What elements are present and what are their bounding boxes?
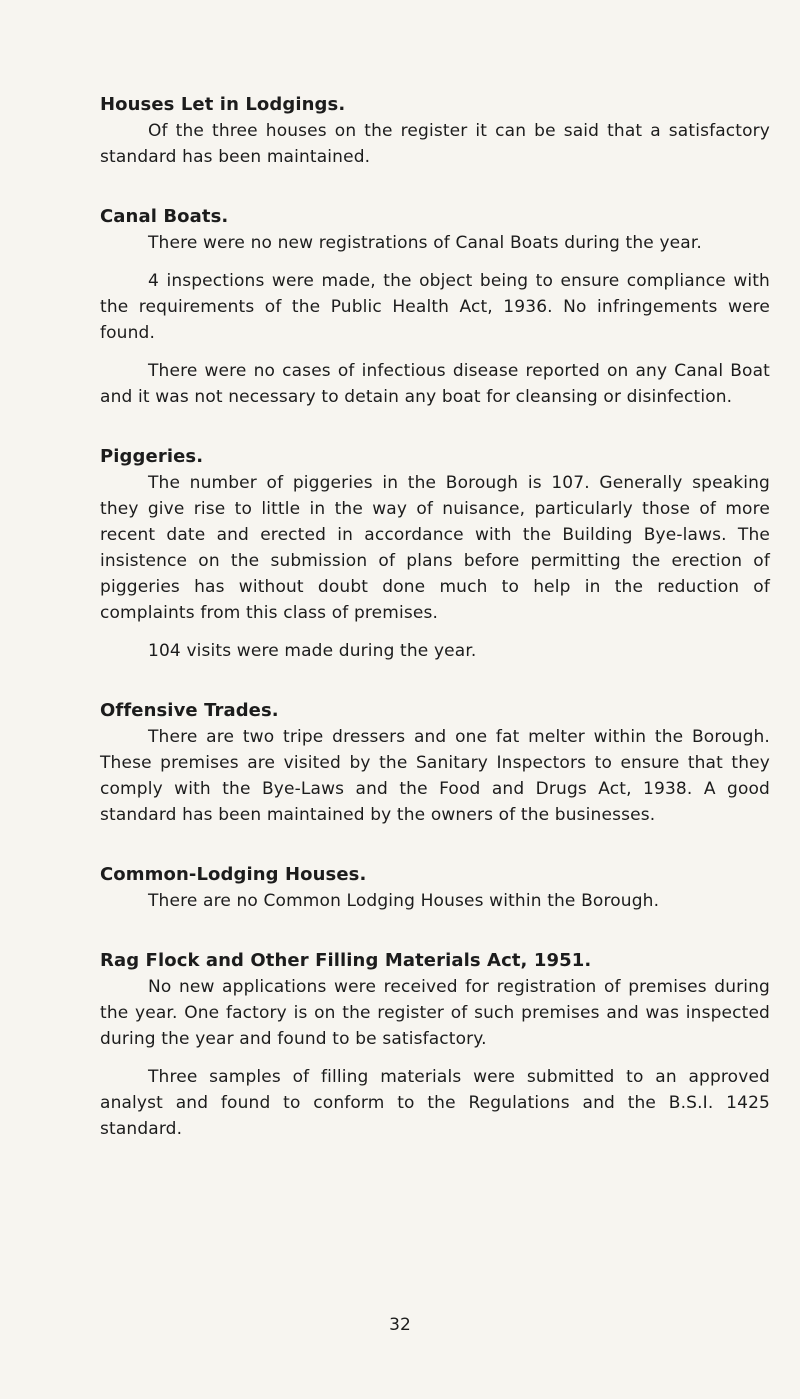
section-offensive-trades xyxy=(100,698,770,828)
section-canal-boats xyxy=(100,204,770,410)
paragraph: 4 inspections were made, the object being to ensure compliance with the requirements of the Public Health Act, 1936. No infringements were found. xyxy=(100,271,770,343)
paragraph: The number of piggeries in the Borough is 107. Generally speaking they give rise to little in the way of nuisance, particularly those of more recent date and erected in accordance with the Building Bye-laws. The insistence on the submission of plans before permitting the erection of piggeries has without doubt done much to help in the reduction of complaints from this class of premises. xyxy=(100,473,770,623)
section-heading: Rag Flock and Other Filling Materials Act, 1951. xyxy=(100,950,592,971)
paragraph: There were no cases of infectious disease reported on any Canal Boat and it was not necessary to detain any boat for cleansing or disinfection. xyxy=(100,361,770,407)
paragraph: 104 visits were made during the year. xyxy=(148,641,477,661)
paragraph: Of the three houses on the register it can be said that a satisfactory standard has been maintained. xyxy=(100,121,770,167)
section-heading: Offensive Trades. xyxy=(100,700,279,721)
paragraph: There were no new registrations of Canal Boats during the year. xyxy=(148,233,702,253)
section-heading: Houses Let in Lodgings. xyxy=(100,94,346,115)
section-rag-flock-act xyxy=(100,948,770,1142)
paragraph: No new applications were received for registration of premises during the year. One factory is on the register of such premises and was inspected during the year and found to be satisfactory. xyxy=(100,977,770,1049)
page-number: 32 xyxy=(389,1315,411,1335)
section-heading: Canal Boats. xyxy=(100,206,229,227)
section-piggeries xyxy=(100,444,770,664)
section-heading: Piggeries. xyxy=(100,446,204,467)
paragraph: There are no Common Lodging Houses within the Borough. xyxy=(148,891,660,911)
section-common-lodging-houses xyxy=(100,862,770,914)
section-houses-let-in-lodgings xyxy=(100,92,770,170)
document-page xyxy=(100,92,770,1142)
paragraph: Three samples of filling materials were submitted to an approved analyst and found to conform to the Regulations and the B.S.I. 1425 standard. xyxy=(100,1067,770,1139)
section-heading: Common-Lodging Houses. xyxy=(100,864,367,885)
paragraph: There are two tripe dressers and one fat melter within the Borough. These premises are visited by the Sanitary Inspectors to ensure that they comply with the Bye-Laws and the Food and Drugs Act, 1938. A good standard has been maintained by the owners of the businesses. xyxy=(100,727,770,825)
